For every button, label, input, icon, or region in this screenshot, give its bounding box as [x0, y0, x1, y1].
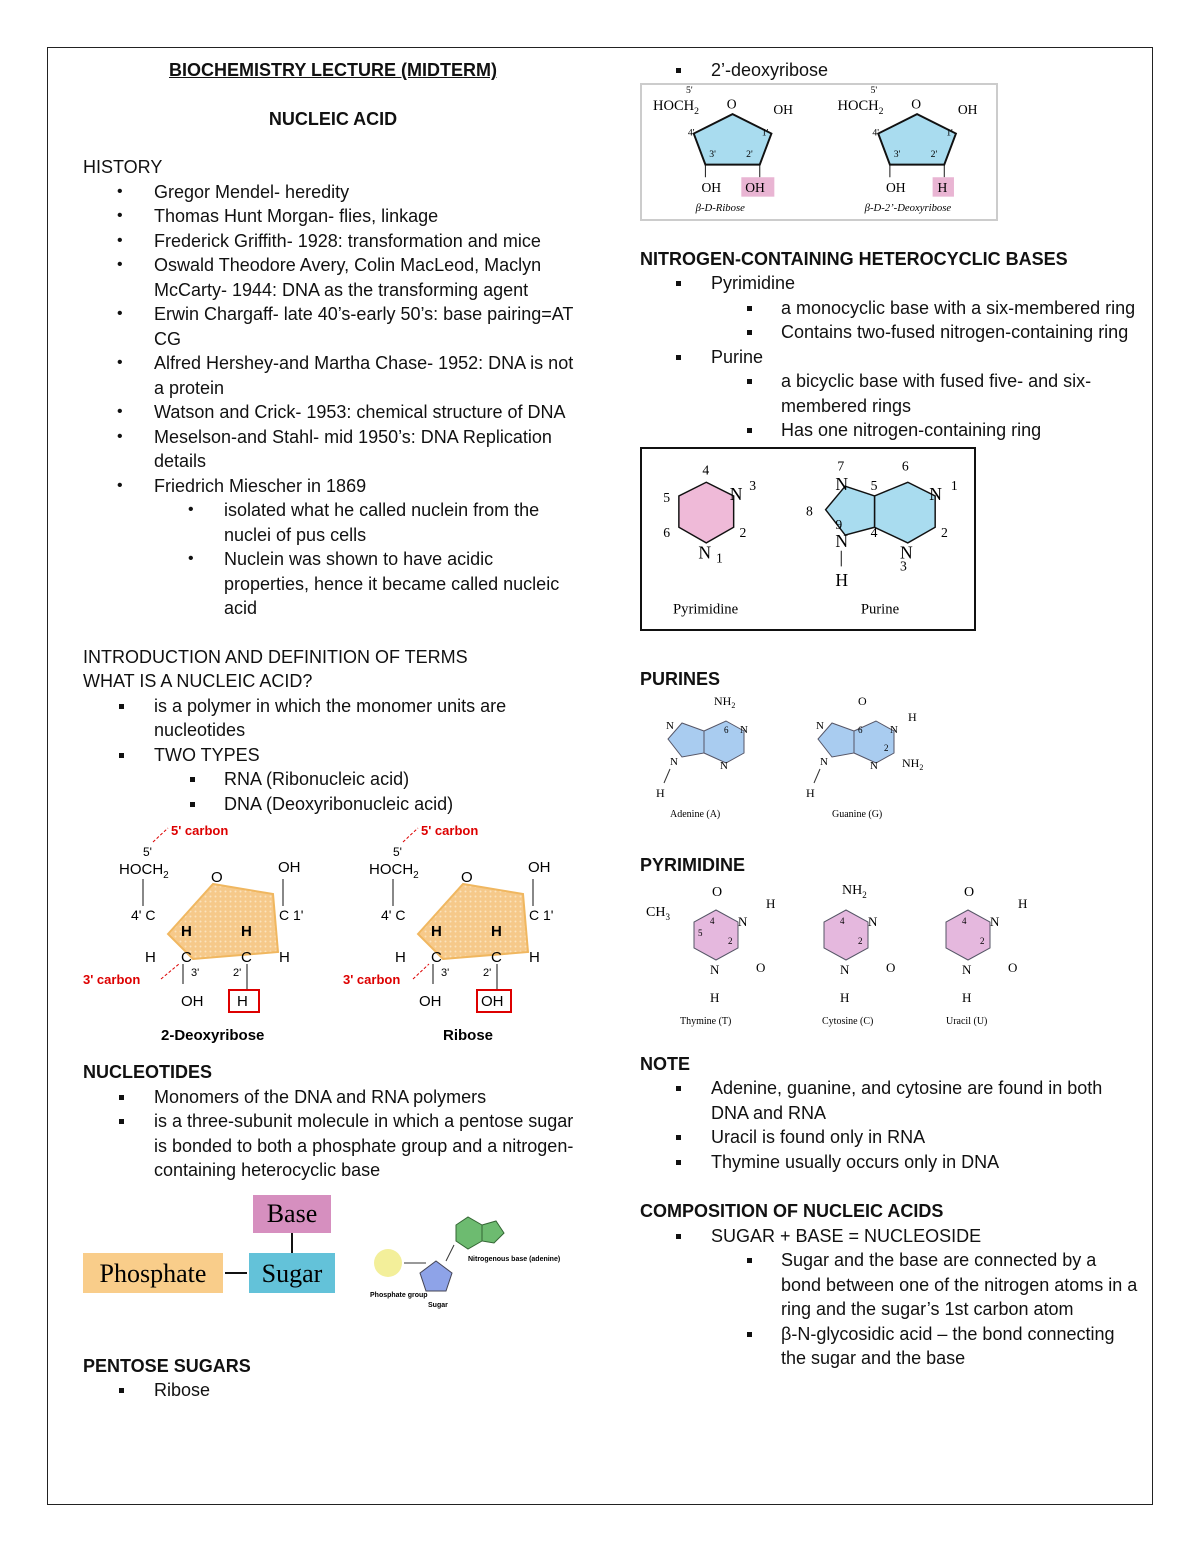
atom-label: 4' [872, 126, 880, 138]
list-item: β-N-glycosidic acid – the bond connecting the sugar and the base [640, 1322, 1140, 1371]
nucleotides-list [83, 1085, 583, 1183]
base-caption: Nitrogenous base (adenine) [468, 1255, 561, 1263]
bases-heading: NITROGEN-CONTAINING HETEROCYCLIC BASES [640, 248, 1068, 269]
left-column [83, 58, 583, 1403]
atom-label: 6 [858, 725, 863, 735]
atom-label: 1 [716, 549, 723, 565]
atom-label: 4 [962, 915, 967, 926]
list-item: • Watson and Crick- 1953: chemical structure of DNA [83, 400, 583, 425]
atom-label: 3' [441, 967, 450, 979]
thymine-caption: Thymine (T) [680, 1015, 732, 1027]
atom-label: OH [278, 859, 301, 876]
section-title-nucleic-acid: NUCLEIC ACID [268, 108, 398, 129]
atom-label: H [962, 989, 972, 1005]
nh2-label: $NH_2$ [902, 756, 924, 772]
atom-label: C [181, 949, 192, 966]
deoxyribose-ring [837, 84, 977, 213]
atom-label: 4 [870, 524, 878, 540]
atom-label: OH [701, 179, 722, 195]
atom-label: O [911, 95, 922, 111]
hoch2-label: $HOCH_2$ [652, 97, 700, 117]
atom-label: N [868, 913, 878, 929]
c5-label: 5' carbon [171, 823, 229, 838]
atom-label: N [890, 724, 898, 736]
atom-label: 5 [663, 489, 671, 505]
atom-label: 4 [840, 915, 845, 926]
atom-label: H [1018, 895, 1028, 911]
atom-label: H [806, 786, 815, 800]
list-item: Uracil is found only in RNA [640, 1125, 1140, 1150]
atom-label: H [937, 179, 948, 195]
deoxy-list [640, 58, 1140, 83]
composition-heading: COMPOSITION OF NUCLEIC ACIDS [640, 1201, 944, 1221]
ribose-structure [343, 823, 553, 1044]
ribose-caption: β-D-Ribose [695, 201, 745, 214]
atom-label: 1' [761, 126, 769, 138]
atom-label: 6 [724, 725, 729, 735]
deoxyribose-ribose-figure [83, 823, 554, 1054]
uracil-structure [946, 885, 1027, 1027]
list-item: a bicyclic base with fused five- and six-membered rings [640, 369, 1140, 418]
atom-label: 3 [899, 557, 907, 573]
uracil-caption: Uracil (U) [946, 1015, 988, 1027]
atom-label: 2' [233, 967, 242, 979]
purines-figure [640, 693, 960, 825]
atom-label: N [698, 542, 712, 563]
atom-label: C 1' [279, 907, 304, 923]
sugar-caption: Sugar [428, 1301, 448, 1309]
list-item: Pyrimidine [640, 271, 1140, 296]
atom-label: N [670, 756, 678, 768]
atom-label: C [241, 949, 252, 966]
nucleotide-block-diagram [83, 1195, 561, 1310]
nh2-label: $NH_2$ [842, 882, 867, 900]
list-item: Thymine usually occurs only in DNA [640, 1150, 1140, 1175]
pyrimidines-figure [640, 880, 1060, 1030]
atom-label: OH [886, 179, 906, 195]
document-title: BIOCHEMISTRY LECTURE (MIDTERM) [169, 60, 497, 80]
list-item: • Frederick Griffith- 1928: transformation and mice [83, 229, 583, 254]
pyrimidine-ring [663, 462, 756, 617]
history-list [83, 180, 583, 621]
list-item: TWO TYPES [83, 743, 583, 768]
guanine-caption: Guanine (G) [832, 809, 883, 820]
list-item: Contains two-fused nitrogen-containing ring [640, 320, 1140, 345]
ribose-ring [653, 84, 793, 213]
list-item: • Nuclein was shown to have acidic properties, hence it became called nucleic acid [83, 547, 583, 621]
history-heading: HISTORY [83, 157, 163, 177]
atom-label: 4' [687, 126, 695, 138]
atom-label: O [858, 694, 867, 708]
list-item: SUGAR + BASE = NUCLEOSIDE [640, 1224, 1140, 1249]
what-list [83, 694, 583, 817]
list-item: • Meselson-and Stahl- mid 1950’s: DNA Replication details [83, 425, 583, 474]
c3-label: 3' carbon [83, 972, 141, 987]
atom-label: 4' C [131, 907, 156, 923]
atom-label: 5' [143, 845, 152, 859]
guanine-structure [806, 694, 923, 820]
atom-label: 4' C [381, 907, 406, 923]
atom-label: N [929, 483, 943, 504]
note-heading: NOTE [640, 1053, 691, 1074]
list-item: • Oswald Theodore Avery, Colin MacLeod, Maclyn McCarty- 1944: DNA as the transforming agent [83, 253, 583, 302]
atom-label: 1' [946, 126, 953, 138]
atom-label: 2 [728, 935, 733, 946]
atom-label: O [886, 959, 896, 975]
atom-label: 2' [746, 148, 753, 160]
atom-label: OH [481, 993, 504, 1010]
atom-label: 8 [806, 503, 813, 519]
atom-label: N [870, 760, 878, 772]
atom-label: H [835, 569, 849, 590]
atom-label: 9 [835, 516, 843, 532]
atom-label: N [990, 913, 1000, 929]
atom-label: C 1' [529, 907, 554, 923]
nucleotides-heading: NUCLEOTIDES [83, 1062, 213, 1082]
atom-label: 2 [980, 935, 985, 946]
atom-label: N [738, 913, 748, 929]
list-item: is a polymer in which the monomer units are nucleotides [83, 694, 583, 743]
atom-label: OH [957, 101, 978, 117]
atom-label: H [908, 710, 917, 724]
atom-label: 5 [870, 477, 878, 493]
atom-label: 2' [483, 967, 492, 979]
list-item: • Erwin Chargaff- late 40’s-early 50’s: base pairing=AT CG [83, 302, 583, 351]
atom-label: 2 [941, 524, 948, 540]
atom-label: OH [181, 993, 204, 1010]
atom-label: 2 [858, 935, 863, 946]
atom-label: H [431, 923, 442, 940]
list-item: Has one nitrogen-containing ring [640, 418, 1140, 443]
list-item: • isolated what he called nuclein from the nuclei of pus cells [83, 498, 583, 547]
atom-label: N [729, 483, 743, 504]
atom-label: N [962, 961, 972, 977]
atom-label: OH [745, 179, 765, 195]
ribose-name: Ribose [443, 1027, 494, 1044]
atom-label: N [710, 961, 720, 977]
list-item: Sugar and the base are connected by a bond between one of the nitrogen atoms in a ring and the sugar’s 1st carbon atom [640, 1248, 1140, 1322]
atom-label: 2 [884, 743, 889, 753]
atom-label: 5 [698, 927, 703, 938]
base-label: Base [266, 1198, 318, 1228]
atom-label: 3 [749, 477, 757, 493]
phosphate-caption: Phosphate group [370, 1291, 428, 1299]
nucleotide-small-diagram [370, 1217, 560, 1309]
what-heading: WHAT IS A NUCLEIC ACID? [83, 671, 313, 691]
atom-label: OH [419, 993, 442, 1010]
atom-label: H [241, 923, 252, 940]
atom-label: 5' [685, 84, 693, 96]
atom-label: N [820, 756, 828, 768]
hoch2-label: $HOCH_2$ [119, 861, 169, 881]
atom-label: OH [773, 101, 793, 117]
atom-label: N [740, 724, 748, 736]
list-item: • Alfred Hershey-and Martha Chase- 1952: DNA is not a protein [83, 351, 583, 400]
atom-label: 4 [702, 461, 710, 477]
purines-heading: PURINES [640, 668, 721, 689]
bases-list [640, 271, 1140, 443]
adenine-structure [656, 694, 748, 820]
atom-label: 2 [739, 524, 747, 540]
atom-label: H [840, 989, 850, 1005]
atom-label: H [766, 895, 776, 911]
atom-label: H [145, 949, 156, 966]
deoxyribose-name: 2-Deoxyribose [161, 1027, 265, 1044]
nh2-label: $NH_2$ [714, 694, 736, 710]
atom-label: H [237, 993, 248, 1010]
list-item: Monomers of the DNA and RNA polymers [83, 1085, 583, 1110]
atom-label: N [720, 760, 728, 772]
cytosine-caption: Cytosine (C) [822, 1015, 874, 1027]
atom-label: O [712, 884, 723, 900]
pentose-heading: PENTOSE SUGARS [83, 1355, 251, 1376]
atom-label: H [710, 989, 720, 1005]
sugar-label: Sugar [261, 1258, 323, 1288]
atom-label: H [529, 949, 540, 966]
atom-label: 3' [893, 148, 901, 160]
atom-label: O [964, 884, 975, 900]
atom-label: O [211, 869, 223, 886]
atom-label: O [756, 959, 766, 975]
atom-label: N [840, 961, 850, 977]
atom-label: 1 [950, 477, 958, 493]
thymine-structure [646, 885, 775, 1027]
list-item: DNA (Deoxyribonucleic acid) [83, 792, 583, 817]
atom-label: N [816, 720, 824, 732]
atom-label: 5' [393, 845, 402, 859]
list-item: Adenine, guanine, and cytosine are found in both DNA and RNA [640, 1076, 1140, 1125]
hoch2-label: $HOCH_2$ [837, 97, 884, 117]
list-item: • Gregor Mendel- heredity [83, 180, 583, 205]
right-column [640, 58, 1140, 1371]
atom-label: H [491, 923, 502, 940]
atom-label: OH [528, 859, 551, 876]
atom-label: H [656, 786, 665, 800]
list-item: • Friedrich Miescher in 1869 [83, 474, 583, 499]
ch3-label: $CH_3$ [646, 904, 670, 922]
note-list [640, 1076, 1140, 1174]
list-item: is a three-subunit molecule in which a pentose sugar is bonded to both a phosphate group and a nitrogen-containing heterocyclic base [83, 1109, 583, 1183]
atom-label: N [666, 720, 674, 732]
intro-heading: INTRODUCTION AND DEFINITION OF TERMS [83, 646, 468, 667]
atom-label: N [835, 473, 849, 494]
atom-label: H [181, 923, 192, 940]
list-item: Ribose [83, 1378, 583, 1403]
atom-label: 5' [870, 84, 878, 96]
pentose-list [83, 1378, 583, 1403]
deoxyribose-caption: β-D-2’-Deoxyribose [864, 201, 952, 214]
phosphate-label: Phosphate [99, 1258, 207, 1288]
c3-label: 3' carbon [343, 972, 401, 987]
atom-label: 6 [663, 524, 671, 540]
atom-label: C [491, 949, 502, 966]
pyrimidine-caption: Pyrimidine [673, 600, 739, 617]
list-item: Purine [640, 345, 1140, 370]
atom-label: 6 [901, 458, 909, 474]
composition-list [640, 1224, 1140, 1371]
pyrimidine-purine-box [640, 447, 976, 631]
atom-label: 3' [191, 967, 200, 979]
atom-label: 3' [709, 148, 716, 160]
atom-label: N [899, 542, 913, 563]
list-item: a monocyclic base with a six-membered ring [640, 296, 1140, 321]
list-item: • Thomas Hunt Morgan- flies, linkage [83, 204, 583, 229]
hoch2-label: $HOCH_2$ [369, 861, 419, 881]
purine-caption: Purine [860, 600, 900, 617]
atom-label: H [279, 949, 290, 966]
atom-label: 7 [837, 458, 845, 474]
atom-label: 2' [930, 148, 938, 160]
atom-label: O [461, 869, 473, 886]
purine-ring [806, 458, 958, 617]
deoxyribose-structure [83, 823, 303, 1044]
ribose-ring-figure [640, 83, 998, 221]
atom-label: O [1008, 959, 1018, 975]
c5-label: 5' carbon [421, 823, 479, 838]
pyrimidine-heading: PYRIMIDINE [640, 855, 746, 875]
atom-label: H [395, 949, 406, 966]
atom-label: 4 [710, 915, 715, 926]
list-item: 2’-deoxyribose [640, 58, 1140, 83]
adenine-caption: Adenine (A) [670, 809, 721, 820]
atom-label: N [835, 530, 849, 551]
list-item: RNA (Ribonucleic acid) [83, 767, 583, 792]
atom-label: O [726, 95, 737, 111]
cytosine-structure [822, 883, 895, 1027]
atom-label: C [431, 949, 442, 966]
